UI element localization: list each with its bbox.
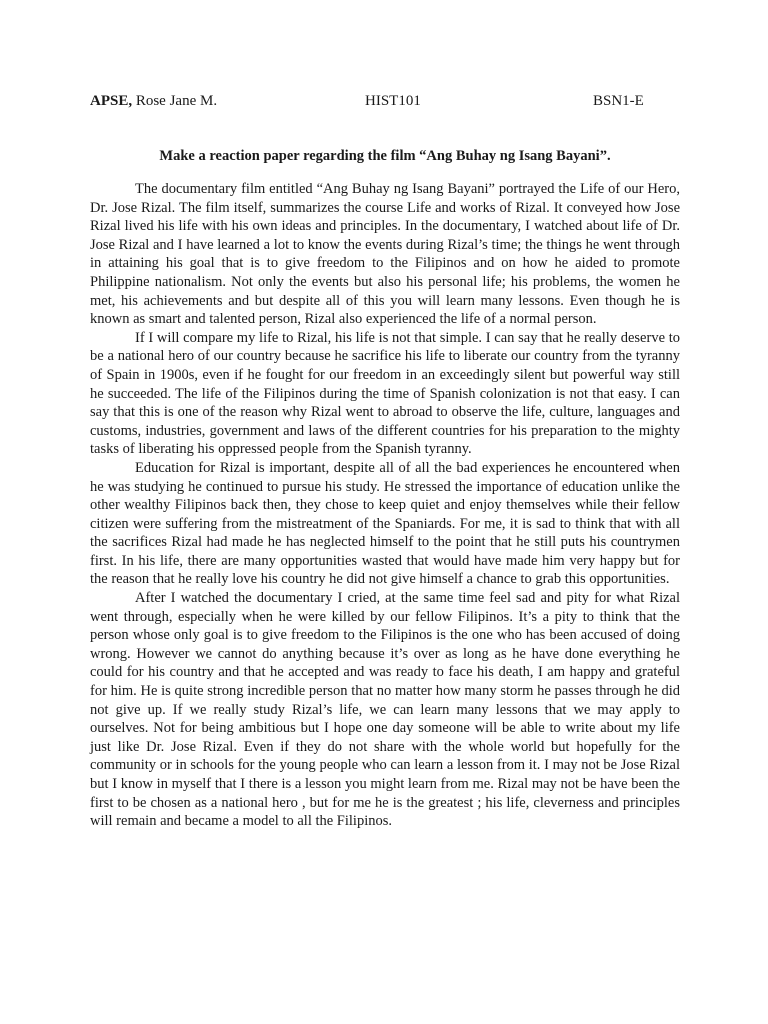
author-first-name: Rose Jane M. <box>135 93 218 109</box>
paragraph-2: If I will compare my life to Rizal, his life is not that simple. I can say that he really deserve to be a national hero of our country because he sacrifice his life to liberate our country from the tyranny of Spain in 1900s, even if he fought for our freedom in an exceedingly silent but powerful way still he succeeded. The life of the Filipinos during the time of Spanish colonization is not that easy. I can say that this is one of the reason why Rizal went to abroad to observe the life, culture, languages and customs, industries, government and laws of the different countries for his preparation to the mighty tasks of liberating his oppressed people from the Spanish tyranny. <box>90 329 680 458</box>
author-name <box>90 93 217 110</box>
course-code: HIST101 <box>365 93 421 109</box>
paper-title: Make a reaction paper regarding the film “Ang Buhay ng Isang Bayani”. <box>159 148 611 164</box>
paper-body <box>90 180 680 831</box>
paragraph-1: The documentary film entitled “Ang Buhay ng Isang Bayani” portrayed the Life of our Hero, Dr. Jose Rizal. The film itself, summarizes the course Life and works of Rizal. It conveyed how Jose Rizal lived his life with his own ideas and principles. In the documentary, I watched about life of Dr. Jose Rizal and I have learned a lot to know the events during Rizal’s time; the things he went through in attaining his goal that is to give freedom to the Filipinos and on how he aided to promote Philippine nationalism. Not only the events but also his personal life; his problems, the women he met, his achievements and but despite all of this you will learn many lessons. Even though he is known as smart and talented person, Rizal also experienced the life of a normal person. <box>90 181 680 328</box>
section-code: BSN1-E <box>593 93 644 109</box>
author-last-name: APSE, <box>90 93 133 109</box>
paragraph-4: After I watched the documentary I cried, at the same time feel sad and pity for what Rizal went through, especially when he were killed by our fellow Filipinos. It’s a pity to think that the person whose only goal is to give freedom to the Filipinos is the one who has been accused of doing wrong. However we cannot do anything because it’s over as long as he have done everything he could for his country and that he accepted and was ready to face his death, I am happy and grateful for him. He is quite strong incredible person that no matter how many storm he passes through he did not give up. If we really study Rizal’s life, we can learn many lessons that we may apply to ourselves. Not for being ambitious but I hope one day someone will be able to write about my life just like Dr. Jose Rizal. Even if they do not share with the whole world but hopefully for the community or in schools for the young people who can learn a lesson from it. I may not be Jose Rizal but I know in myself that I there is a lesson you might learn from me. Rizal may not be have been the first to be chosen as a national hero , but for me he is the greatest ; his life, cleverness and principles will remain and became a model to all the Filipinos. <box>90 590 680 830</box>
document-header <box>90 93 680 113</box>
paragraph-3: Education for Rizal is important, despite all of all the bad experiences he encountered when he was studying he continued to pursue his study. He stressed the importance of education unlike the other wealthy Filipinos back then, they chose to keep quiet and enjoy themselves while their fellow citizen were suffering from the mistreatment of the Spaniards. For me, it is sad to think that with all the sacrifices Rizal had made he has neglected himself to the point that he still puts his countrymen first. In his life, there are many opportunities wasted that would have made him very happy but for the reason that he really love his country he did not give himself a chance to grab this opportunities. <box>90 459 680 588</box>
